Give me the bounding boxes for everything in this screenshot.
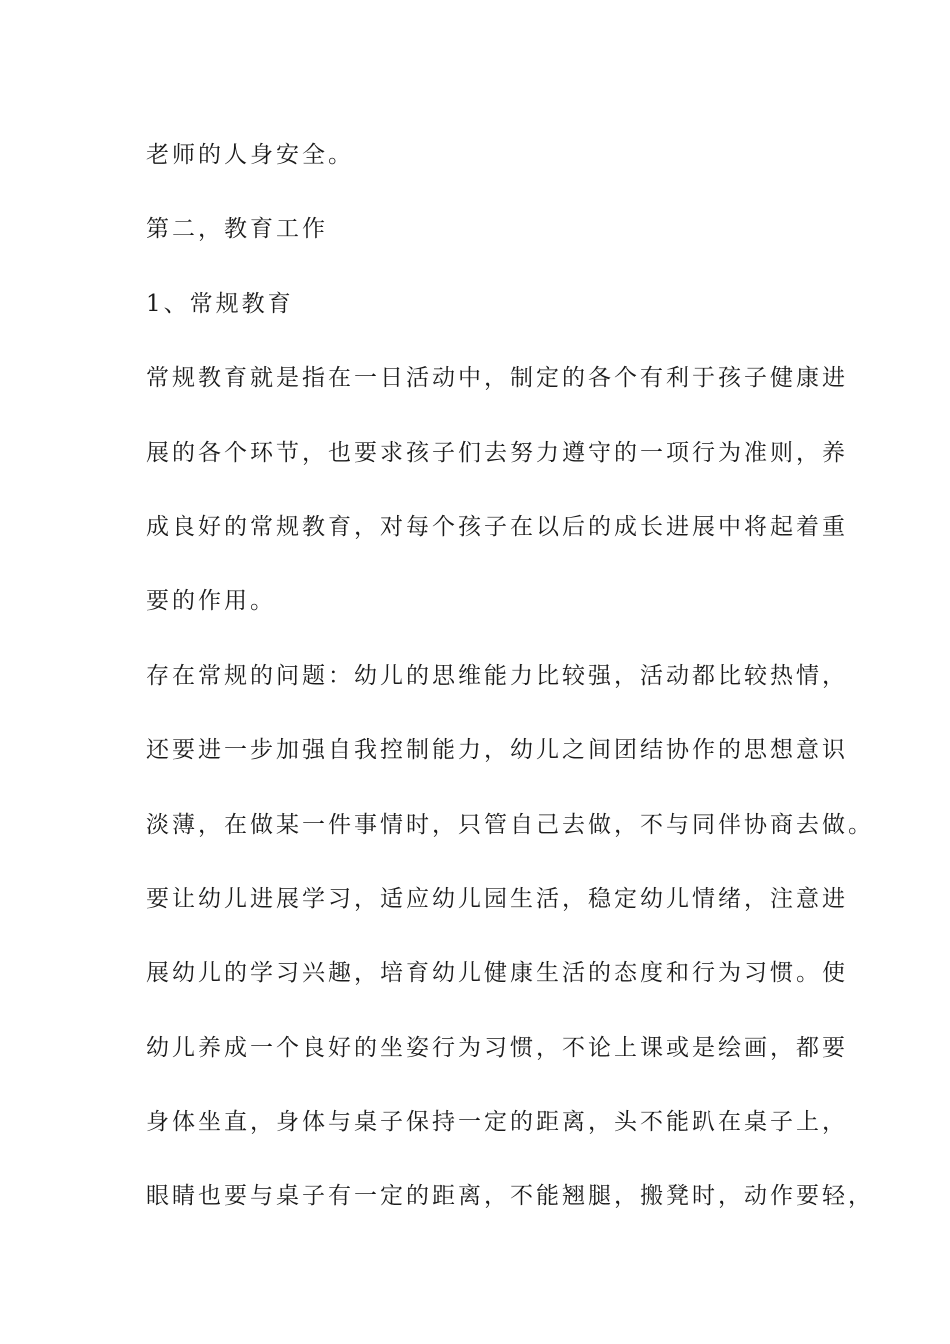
text-line: 眼睛也要与桌子有一定的距离，不能翘腿，搬凳时，动作要轻， bbox=[146, 1183, 874, 1210]
text-line: 要的作用。 bbox=[146, 588, 276, 615]
text-line: 常规教育就是指在一日活动中，制定的各个有利于孩子健康进 bbox=[146, 365, 848, 392]
section-heading: 第二，教育工作 bbox=[146, 216, 328, 243]
text-line: 老师的人身安全。 bbox=[146, 142, 354, 168]
text-line: 幼儿养成一个良好的坐姿行为习惯，不论上课或是绘画，都要 bbox=[146, 1034, 848, 1061]
text-line: 展幼儿的学习兴趣，培育幼儿健康生活的态度和行为习惯。使 bbox=[146, 960, 848, 987]
text-line: 还要进一步加强自我控制能力，幼儿之间团结协作的思想意识 bbox=[146, 737, 848, 764]
text-line: 存在常规的问题：幼儿的思维能力比较强，活动都比较热情， bbox=[146, 662, 848, 689]
text-line: 身体坐直，身体与桌子保持一定的距离，头不能趴在桌子上， bbox=[146, 1109, 848, 1136]
text-line: 成良好的常规教育，对每个孩子在以后的成长进展中将起着重 bbox=[146, 513, 848, 540]
text-line: 要让幼儿进展学习，适应幼儿园生活，稳定幼儿情绪，注意进 bbox=[146, 885, 848, 912]
text-line: 淡薄，在做某一件事情时，只管自己去做，不与同伴协商去做。 bbox=[146, 811, 874, 838]
subsection-heading: 1、常规教育 bbox=[146, 290, 294, 317]
text-line: 展的各个环节，也要求孩子们去努力遵守的一项行为准则，养 bbox=[146, 439, 848, 466]
body-text bbox=[146, 132, 874, 1248]
